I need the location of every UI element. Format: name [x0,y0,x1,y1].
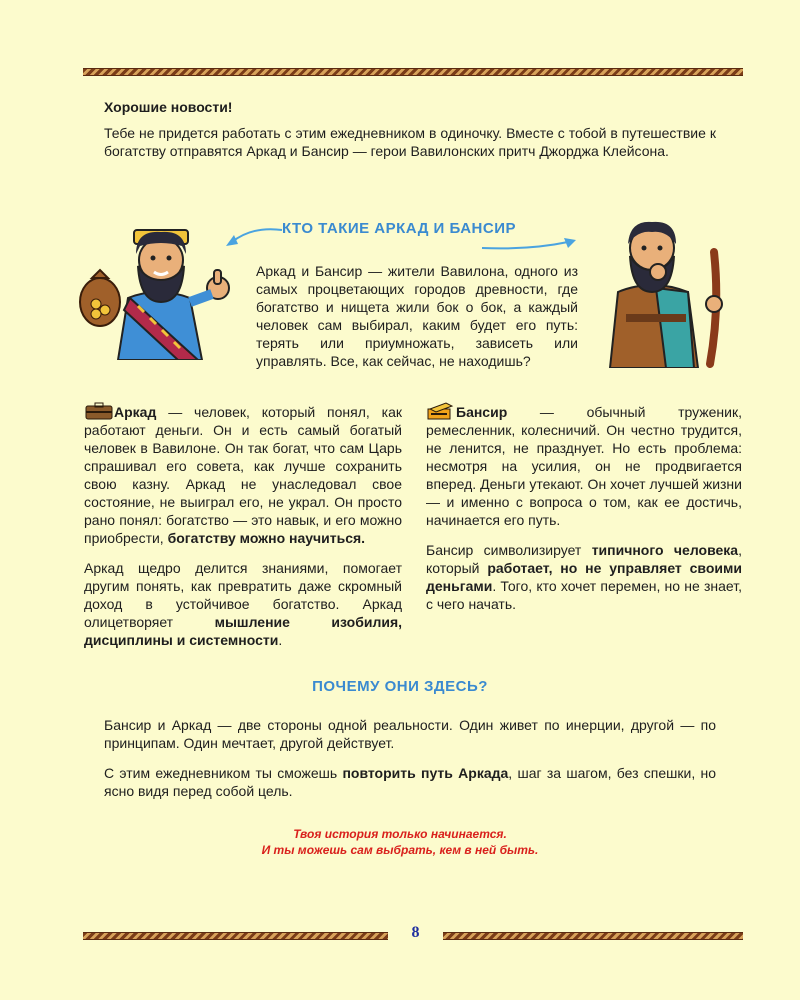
left-arrow-icon [222,222,286,252]
why-paragraph: Бансир и Аркад — две стороны одной реальности. Один живет по инерции, другой — по принципам. Один мечтает, другой действует. С этим ежедневником ты сможешь повторить путь Аркада, шаг за шагом, без спешки, но ясно видя перед собой цель. [104,717,717,799]
page-number: 8 [411,924,420,941]
money-bag-icon [80,270,120,326]
intro-title: Хорошие новости! [104,99,233,115]
top-divider [83,68,743,76]
section-title-why: ПОЧЕМУ ОНИ ЗДЕСЬ? [312,678,488,695]
intro-paragraph: Тебе не придется работать с этим ежедневником в одиночку. Вместе с тобой в путешествие к богатству отправятся Аркад и Бансир — герои Вавилонских притч Джорджа Клейсона. [104,125,716,159]
closing-note: Твоя история только начинается. И ты можешь сам выбрать, кем в ней быть. [261,827,539,857]
arkad-name: Аркад [114,404,157,420]
briefcase-icon [84,402,114,420]
bansir-name: Бансир [456,404,508,420]
bottom-divider-right [443,932,743,940]
who-paragraph: Аркад и Бансир — жители Вавилона, одного из самых процветающих городов древности, где богатство и нищета жили бок о бок, а каждый человек сам выбирал, каким будет его путь: терять или приумножать, зависеть или управлять. Все, как сейчас, не находишь? [256,263,578,369]
bansir-illustration [596,208,746,368]
bottom-divider-left [83,932,388,940]
toolbox-icon [426,402,456,420]
right-arrow-icon [480,236,580,256]
arkad-description: Аркад — человек, который понял, как работают деньги. Он и есть самый богатый человек в Вавилоне. Он так богат, что сам Царь спрашивал его совета, как лучше сохранить свою казну. Аркад не унаследовал свое состояние, не выиграл его, не украл. Он просто рано понял: богатство — это навык, и его можно приобрести, богатству можно научиться. Аркад щедро делится знаниями, помогает другим понять, как превратить даже скромный доход в устойчивое богатство. Аркад олицетворяет мышление изобилия, дисциплины и системности. [84,404,403,648]
section-title-who: КТО ТАКИЕ АРКАД И БАНСИР [282,220,516,237]
arkad-illustration [78,210,238,360]
bansir-description: Бансир — обычный труженик, ремесленник, колесничий. Он честно трудится, не ленится, не празднует. Но есть проблема: несмотря на усилия, он не продвигается вперед. Деньги утекают. Он хочет лучшей жизни — и именно с вопроса о том, как ее достичь, начинается его путь. Бансир символизирует типичного человека, который работает, но не управляет своими деньгами. Того, кто хочет перемен, но не знает, с чего начать. [426,404,742,612]
